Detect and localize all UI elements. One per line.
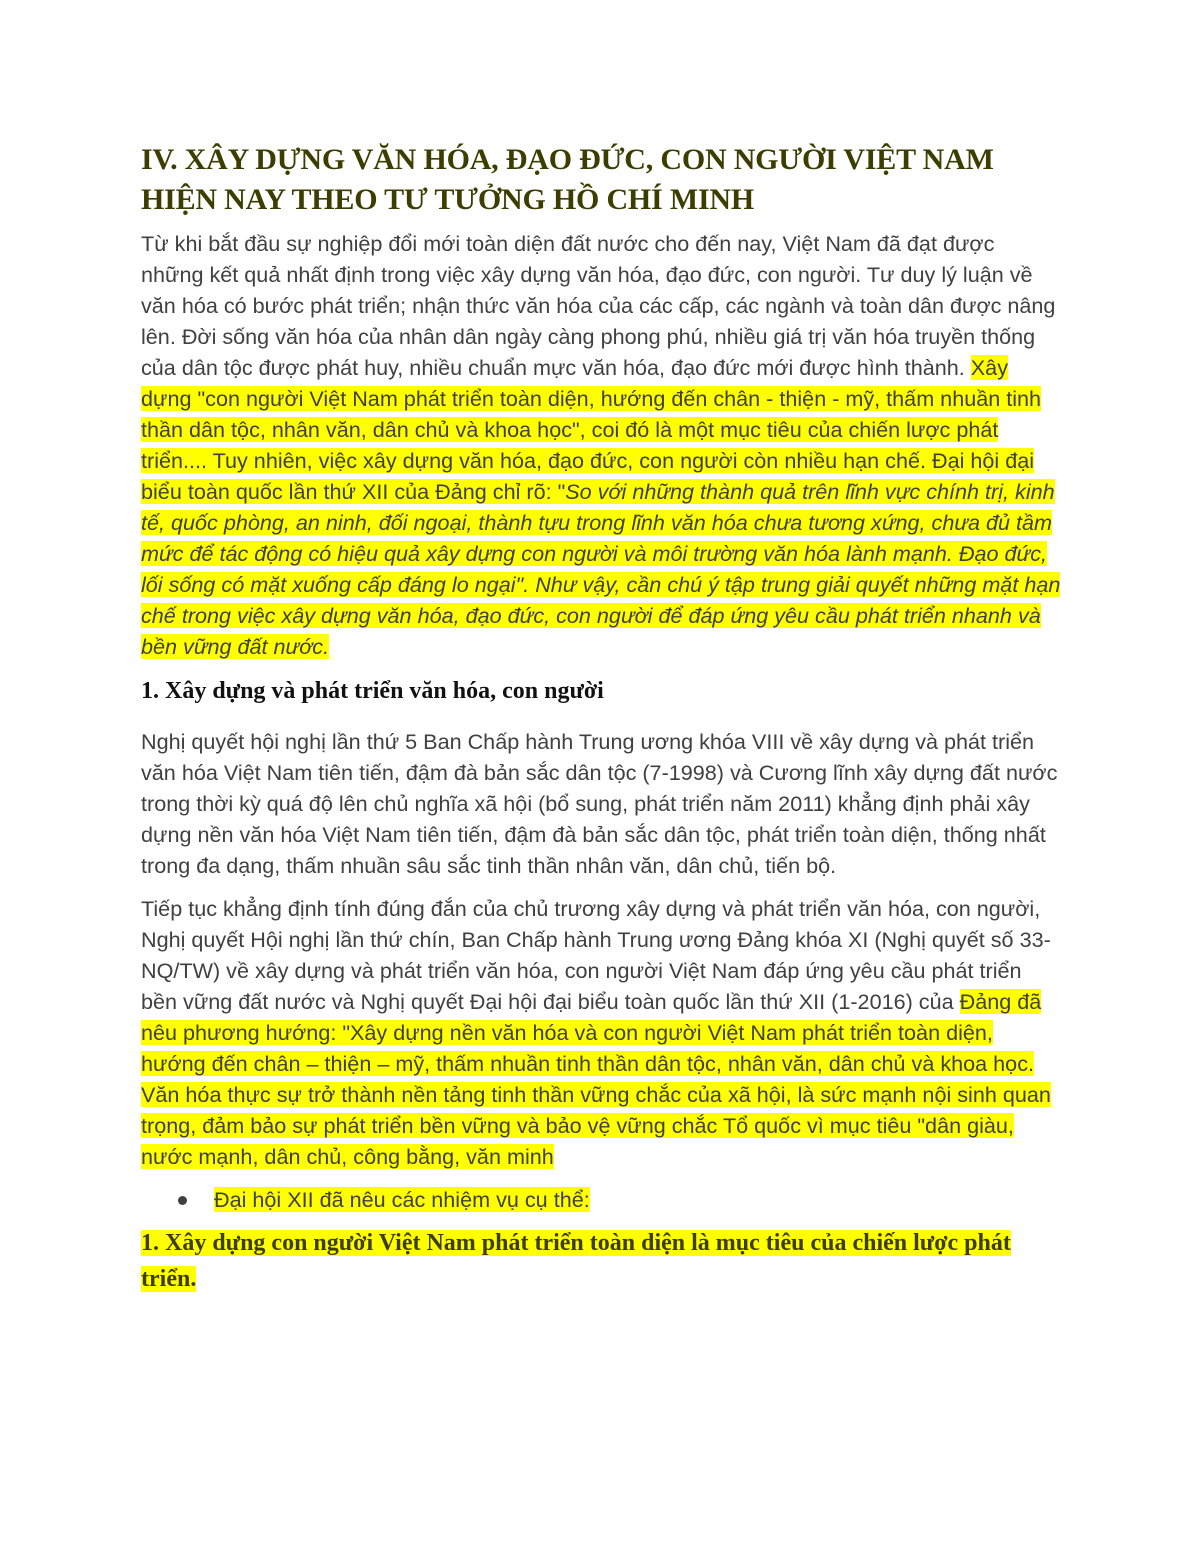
paragraph-2-plain-text: Tiếp tục khẳng định tính đúng đắn của chủ trương xây dựng và phát triển văn hóa, con người, Nghị quyết Hội nghị lần thứ chín, Ban Chấp hành Trung ương Đảng khóa XI (Nghị quyết số 33-NQ/TW) về xây dựng và phát triển văn hóa, con người Việt Nam đáp ứng yêu cầu phát triển bền vững đất nước và Nghị quyết Đại hội đại biểu toàn quốc lần thứ XII (1-2016) của (141, 896, 1051, 1014)
sub-heading-text: 1. Xây dựng con người Việt Nam phát triển toàn diện là mục tiêu của chiến lược phát triển. (141, 1230, 1011, 1292)
section-heading: 1. Xây dựng và phát triển văn hóa, con người (141, 678, 604, 704)
paragraph-2-highlighted-text: Đảng đã nêu phương hướng: "Xây dựng nền văn hóa và con người Việt Nam phát triển toàn diện, hướng đến chân – thiện – mỹ, thấm nhuần tinh thần dân tộc, nhân văn, dân chủ và khoa học. Văn hóa thực sự trở thành nền tảng tinh thần vững chắc của xã hội, là sức mạnh nội sinh quan trọng, đảm bảo sự phát triển bền vững và bảo vệ vững chắc Tổ quốc vì mục tiêu "dân giàu, nước mạnh, dân chủ, công bằng, văn minh (141, 989, 1051, 1169)
intro-highlighted-text: Xây dựng "con người Việt Nam phát triển toàn diện, hướng đến chân - thiện - mỹ, thấm nhuần tinh thần dân tộc, nhân văn, dân chủ và khoa học", coi đó là một mục tiêu của chiến lược phát triển.... Tuy nhiên, việc xây dựng văn hóa, đạo đức, con người còn nhiều hạn chế. Đại hội đại biểu toàn quốc lần thứ XII của Đảng chỉ rõ: " (141, 355, 1042, 504)
document-page (141, 140, 1061, 1297)
list-item (141, 1184, 1061, 1215)
bullet-icon (178, 1196, 187, 1205)
bullet-list (141, 1184, 1061, 1215)
section-paragraph-2 (141, 893, 1061, 1172)
sub-heading (141, 1225, 1061, 1297)
bullet-text: Đại hội XII đã nêu các nhiệm vụ cụ thể: (214, 1187, 590, 1212)
section-paragraph-1: Nghị quyết hội nghị lần thứ 5 Ban Chấp hành Trung ương khóa VIII về xây dựng và phát triển văn hóa Việt Nam tiên tiến, đậm đà bản sắc dân tộc (7-1998) và Cương lĩnh xây dựng đất nước trong thời kỳ quá độ lên chủ nghĩa xã hội (bổ sung, phát triển năm 2011) khẳng định phải xây dựng nền văn hóa Việt Nam tiên tiến, đậm đà bản sắc dân tộc, phát triển toàn diện, thống nhất trong đa dạng, thấm nhuần sâu sắc tinh thần nhân văn, dân chủ, tiến bộ. (141, 729, 1058, 878)
page-title: IV. XÂY DỰNG VĂN HÓA, ĐẠO ĐỨC, CON NGƯỜI VIỆT NAM HIỆN NAY THEO TƯ TƯỞNG HỒ CHÍ MINH (141, 143, 994, 216)
intro-plain-text: Từ khi bắt đầu sự nghiệp đổi mới toàn diện đất nước cho đến nay, Việt Nam đã đạt được những kết quả nhất định trong việc xây dựng văn hóa, đạo đức, con người. Tư duy lý luận về văn hóa có bước phát triển; nhận thức văn hóa của các cấp, các ngành và toàn dân được nâng lên. Đời sống văn hóa của nhân dân ngày càng phong phú, nhiều giá trị văn hóa truyền thống của dân tộc được phát huy, nhiều chuẩn mực văn hóa, đạo đức mới được hình thành. (141, 231, 1056, 380)
intro-highlighted-quote: So với những thành quả trên lĩnh vực chính trị, kinh tế, quốc phòng, an ninh, đối ngoại, thành tựu trong lĩnh văn hóa chưa tương xứng, chưa đủ tầm mức để tác động có hiệu quả xây dựng con người và môi trường văn hóa lành mạnh. Đạo đức, lối sống có mặt xuống cấp đáng lo ngại". Như vậy, cần chú ý tập trung giải quyết những mặt hạn chế trong việc xây dựng văn hóa, đạo đức, con người để đáp ứng yêu cầu phát triển nhanh và bền vững đất nước. (141, 479, 1061, 659)
intro-paragraph (141, 228, 1061, 662)
